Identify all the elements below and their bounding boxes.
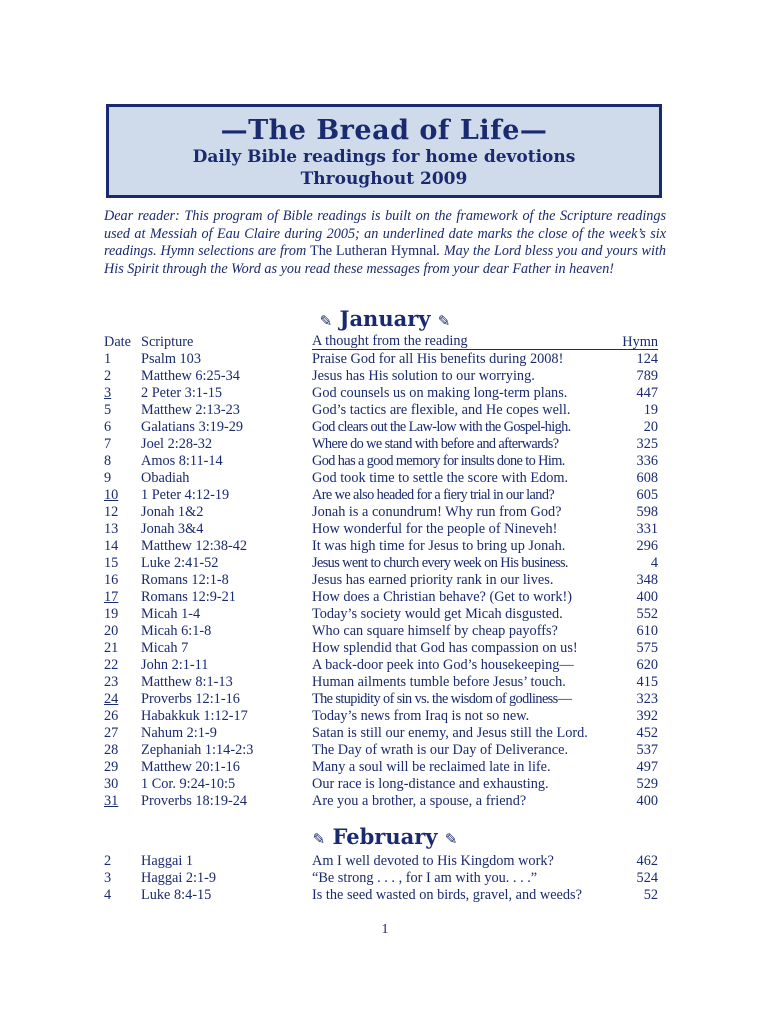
table-row (0, 504, 770, 521)
hymn-cell: 575 (636, 640, 658, 656)
date-cell: 1 (104, 351, 112, 367)
scripture-cell: Matthew 20:1-16 (141, 759, 240, 775)
thought-cell: Jesus has His solution to our worrying. (312, 368, 535, 384)
table-row (0, 606, 770, 623)
thought-cell: God clears out the Law-low with the Gospel-high. (312, 419, 571, 435)
thought-cell: How splendid that God has compassion on us! (312, 640, 578, 656)
scripture-cell: John 2:1-11 (141, 657, 209, 673)
date-cell: 7 (104, 436, 112, 452)
date-cell: 31 (104, 793, 119, 809)
date-cell: 21 (104, 640, 119, 656)
table-row (0, 572, 770, 589)
subtitle-line-2: Throughout 2009 (300, 169, 468, 189)
table-row (0, 555, 770, 572)
hymn-cell: 323 (636, 691, 658, 707)
hymn-cell: 552 (636, 606, 658, 622)
thought-cell: How does a Christian behave? (Get to work!) (312, 589, 573, 605)
thought-cell: Jonah is a conundrum! Why run from God? (312, 504, 562, 520)
intro-text-2: . May the Lord bless you and yours with His Spirit through the Word as you read these messages from your dear Father in heaven! (104, 243, 666, 277)
quill-pen-icon: ✎ (437, 312, 451, 330)
thought-cell: God counsels us on making long-term plans. (312, 385, 568, 401)
date-cell: 4 (104, 887, 112, 903)
scripture-cell: Matthew 2:13-23 (141, 402, 240, 418)
hymn-cell: 605 (636, 487, 658, 503)
thought-cell: Are we also headed for a fiery trial in our land? (312, 487, 555, 503)
scripture-cell: Zephaniah 1:14-2:3 (141, 742, 254, 758)
thought-cell: God took time to settle the score with Edom. (312, 470, 569, 486)
table-row (0, 640, 770, 657)
page-number: 1 (381, 922, 389, 937)
hymn-cell: 400 (636, 589, 658, 605)
table-row (0, 793, 770, 810)
table-row (0, 419, 770, 436)
table-row (0, 657, 770, 674)
title-box (106, 104, 662, 198)
table-row (0, 853, 770, 870)
scripture-cell: Joel 2:28-32 (141, 436, 213, 452)
thought-cell: Who can square himself by cheap payoffs? (312, 623, 558, 639)
hymnal-title: The Lutheran Hymnal (310, 243, 437, 259)
hymn-cell: 331 (636, 521, 658, 537)
table-row (0, 674, 770, 691)
date-cell: 3 (104, 385, 112, 401)
month-name: February (332, 824, 438, 849)
thought-cell: Jesus went to church every week on His business. (312, 555, 568, 571)
date-cell: 13 (104, 521, 119, 537)
hymn-cell: 447 (636, 385, 658, 401)
date-cell: 27 (104, 725, 119, 741)
scripture-cell: Matthew 12:38-42 (141, 538, 248, 554)
scripture-cell: 1 Peter 4:12-19 (141, 487, 230, 503)
hymn-cell: 620 (636, 657, 658, 673)
month-heading-january (0, 306, 770, 331)
thought-cell: Today’s society would get Micah disgusted. (312, 606, 563, 622)
scripture-cell: Romans 12:9-21 (141, 589, 236, 605)
date-cell: 6 (104, 419, 112, 435)
table-header (0, 334, 770, 351)
table-row (0, 368, 770, 385)
scripture-cell: Nahum 2:1-9 (141, 725, 217, 741)
hymn-header: Hymn (622, 334, 658, 350)
page-title: —The Bread of Life— (220, 115, 548, 146)
thought-cell: The stupidity of sin vs. the wisdom of godliness— (312, 691, 572, 707)
hymn-cell: 529 (636, 776, 658, 792)
hymn-cell: 400 (636, 793, 658, 809)
thought-cell: Today’s news from Iraq is not so new. (312, 708, 530, 724)
date-cell: 30 (104, 776, 119, 792)
date-cell: 2 (104, 368, 112, 384)
hymn-cell: 20 (643, 419, 658, 435)
table-row (0, 691, 770, 708)
date-cell: 3 (104, 870, 112, 886)
thought-cell: Satan is still our enemy, and Jesus still the Lord. (312, 725, 588, 741)
scripture-cell: Matthew 8:1-13 (141, 674, 233, 690)
hymn-cell: 537 (636, 742, 658, 758)
hymn-cell: 124 (636, 351, 658, 367)
quill-pen-icon: ✎ (312, 830, 326, 848)
table-row (0, 521, 770, 538)
scripture-cell: Jonah 1&2 (141, 504, 204, 520)
quill-pen-icon: ✎ (319, 312, 333, 330)
scripture-cell: Amos 8:11-14 (141, 453, 223, 469)
date-cell: 12 (104, 504, 119, 520)
hymn-cell: 325 (636, 436, 658, 452)
table-row (0, 776, 770, 793)
thought-cell: God’s tactics are flexible, and He copes well. (312, 402, 571, 418)
hymn-cell: 462 (636, 853, 658, 869)
thought-cell: It was high time for Jesus to bring up Jonah. (312, 538, 566, 554)
table-row (0, 385, 770, 402)
scripture-header: Scripture (141, 334, 194, 350)
table-row (0, 538, 770, 555)
scripture-cell: Luke 2:41-52 (141, 555, 219, 571)
subtitle-line-1: Daily Bible readings for home devotions (192, 147, 576, 167)
thought-cell: A back-door peek into God’s housekeeping— (312, 657, 574, 673)
date-cell: 28 (104, 742, 119, 758)
thought-cell: Where do we stand with before and afterwards? (312, 436, 559, 452)
thought-cell: Are you a brother, a spouse, a friend? (312, 793, 527, 809)
scripture-cell: Proverbs 18:19-24 (141, 793, 248, 809)
scripture-cell: Galatians 3:19-29 (141, 419, 244, 435)
table-row (0, 351, 770, 368)
hymn-cell: 524 (636, 870, 658, 886)
table-row (0, 470, 770, 487)
date-cell: 5 (104, 402, 112, 418)
scripture-cell: Proverbs 12:1-16 (141, 691, 240, 707)
scripture-cell: Micah 1-4 (141, 606, 201, 622)
date-cell: 19 (104, 606, 119, 622)
scripture-cell: Micah 6:1-8 (141, 623, 212, 639)
hymn-cell: 348 (636, 572, 658, 588)
scripture-cell: Psalm 103 (141, 351, 201, 367)
scripture-cell: Habakkuk 1:12-17 (141, 708, 248, 724)
date-header: Date (104, 334, 131, 350)
thought-cell: How wonderful for the people of Nineveh! (312, 521, 558, 537)
hymn-cell: 789 (636, 368, 658, 384)
thought-header: A thought from the reading (312, 334, 658, 350)
hymn-cell: 19 (643, 402, 658, 418)
date-cell: 10 (104, 487, 119, 503)
hymn-cell: 415 (636, 674, 658, 690)
quill-pen-icon: ✎ (444, 830, 458, 848)
table-row (0, 589, 770, 606)
hymn-cell: 4 (650, 555, 658, 571)
date-cell: 14 (104, 538, 119, 554)
table-row (0, 487, 770, 504)
date-cell: 26 (104, 708, 119, 724)
scripture-cell: 2 Peter 3:1-15 (141, 385, 222, 401)
scripture-cell: Romans 12:1-8 (141, 572, 229, 588)
hymn-cell: 296 (636, 538, 658, 554)
hymn-cell: 452 (636, 725, 658, 741)
thought-cell: Human ailments tumble before Jesus’ touch. (312, 674, 566, 690)
hymn-cell: 52 (643, 887, 658, 903)
date-cell: 15 (104, 555, 119, 571)
hymn-cell: 608 (636, 470, 658, 486)
hymn-cell: 336 (636, 453, 658, 469)
thought-cell: God has a good memory for insults done to Him. (312, 453, 565, 469)
table-row (0, 453, 770, 470)
date-cell: 2 (104, 853, 112, 869)
hymn-cell: 610 (636, 623, 658, 639)
thought-cell: “Be strong . . . , for I am with you. . . .” (312, 870, 538, 886)
hymn-cell: 497 (636, 759, 658, 775)
date-cell: 24 (104, 691, 119, 707)
table-row (0, 759, 770, 776)
scripture-cell: Haggai 2:1-9 (141, 870, 217, 886)
table-row (0, 402, 770, 419)
table-row (0, 887, 770, 904)
table-row (0, 436, 770, 453)
month-heading-february (0, 824, 770, 849)
date-cell: 9 (104, 470, 112, 486)
thought-cell: Is the seed wasted on birds, gravel, and weeds? (312, 887, 582, 903)
month-name: January (339, 306, 431, 331)
scripture-cell: Micah 7 (141, 640, 189, 656)
table-row (0, 725, 770, 742)
table-row (0, 708, 770, 725)
thought-cell: The Day of wrath is our Day of Deliverance. (312, 742, 569, 758)
scripture-cell: Luke 8:4-15 (141, 887, 212, 903)
hymn-cell: 392 (636, 708, 658, 724)
table-row (0, 742, 770, 759)
intro-text-1: Dear reader: This program of Bible readings is built on the framework of the Scripture readings used at Messiah of Eau Claire during 2005; an underlined date marks the close of the week’s six readings. Hymn selections are from (104, 208, 666, 259)
thought-cell: Jesus has earned priority rank in our lives. (312, 572, 554, 588)
date-cell: 20 (104, 623, 119, 639)
thought-cell: Praise God for all His benefits during 2008! (312, 351, 564, 367)
thought-cell: Am I well devoted to His Kingdom work? (312, 853, 554, 869)
hymn-cell: 598 (636, 504, 658, 520)
scripture-cell: Jonah 3&4 (141, 521, 204, 537)
scripture-cell: 1 Cor. 9:24-10:5 (141, 776, 236, 792)
scripture-cell: Matthew 6:25-34 (141, 368, 240, 384)
table-row (0, 870, 770, 887)
date-cell: 29 (104, 759, 119, 775)
date-cell: 8 (104, 453, 112, 469)
date-cell: 23 (104, 674, 119, 690)
table-row (0, 623, 770, 640)
thought-cell: Our race is long-distance and exhausting. (312, 776, 549, 792)
thought-cell: Many a soul will be reclaimed late in life. (312, 759, 551, 775)
date-cell: 16 (104, 572, 119, 588)
scripture-cell: Haggai 1 (141, 853, 194, 869)
intro-paragraph (104, 208, 666, 278)
date-cell: 22 (104, 657, 119, 673)
date-cell: 17 (104, 589, 119, 605)
scripture-cell: Obadiah (141, 470, 190, 486)
